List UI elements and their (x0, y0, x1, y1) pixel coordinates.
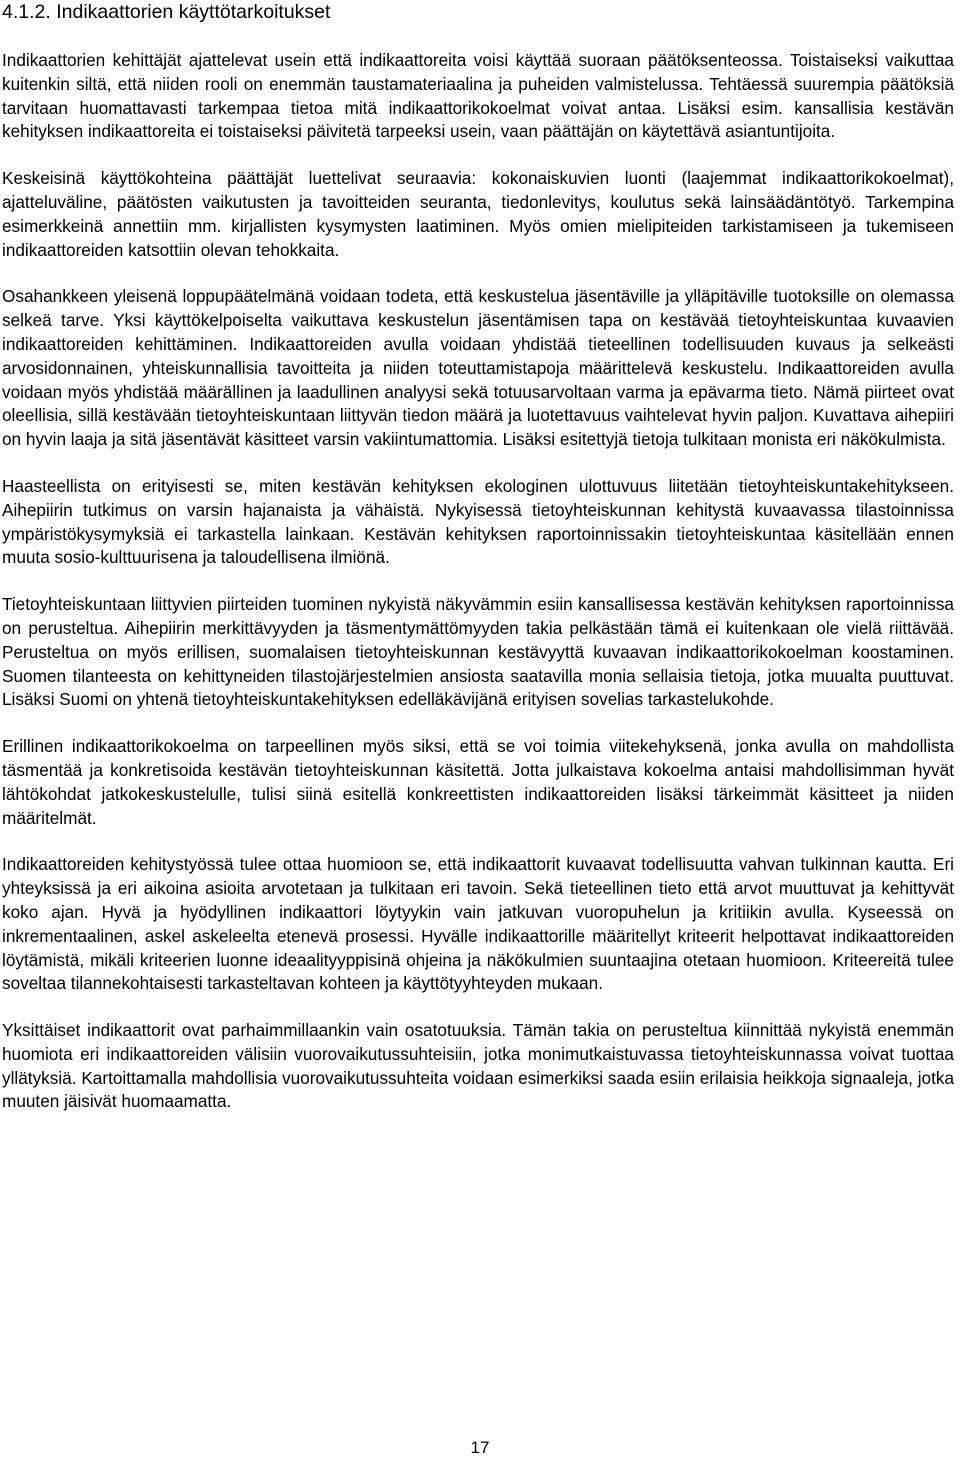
paragraph-4: Haasteellista on erityisesti se, miten kestävän kehityksen ekologinen ulottuvuus liitetään tietoyhteiskuntakehitykseen. Aihepiirin tutkimus on varsin hajanaista ja vähäistä. Nykyisessä tietoyhteiskunnan kehitystä kuvaavassa tilastoinnissa ympäristökysymyksiä ei tarkastella lainkaan. Kestävän kehityksen raportoinnissakin tietoyhteiskuntaa käsitellään ennen muuta sosio-kulttuurisena ja taloudellisena ilmiönä. (2, 475, 954, 568)
paragraph-2: Keskeisinä käyttökohteina päättäjät luettelivat seuraavia: kokonaiskuvien luonti (laajemmat indikaattorikokoelmat), ajatteluväline, päätösten vaikutusten ja tavoitteiden seuranta, tiedonlevitys, koulutus sekä lainsäädäntötyö. Tarkempina esimerkkeinä annettiin mm. kirjallisten kysymysten laatiminen. Myös omien mielipiteiden tarkistamiseen ja tukemiseen indikaattoreiden katsottiin olevan tehokkaita. (2, 168, 954, 260)
paragraph-3: Osahankkeen yleisenä loppupäätelmänä voidaan todeta, että keskustelua jäsentäville ja ylläpitäville tuotoksille on olemassa selkeä tarve. Yksi käyttökelpoiselta vaikuttava keskustelun jäsentämisen tapa on kestävää tietoyhteiskuntaa kuvaavien indikaattoreiden kehittäminen. Indikaattoreiden avulla voidaan yhdistää tieteellinen todellisuuden kuvaus ja selkeästi arvosidonnainen, yhteiskunnallisia tavoitteita ja niiden toteuttamistapoja määrittelevä keskustelu. Indikaattoreiden avulla voidaan myös yhdistää määrällinen ja laadullinen analyysi sekä totuusarvoltaan varma ja epävarma tieto. Nämä piirteet ovat oleellisia, sillä kestävään tietoyhteiskuntaan liittyvän tiedon määrä ja luotettavuus vaihtelevat hyvin paljon. Kuvattava aihepiiri on hyvin laaja ja sitä jäsentävät käsitteet varsin vakiintumattomia. Lisäksi esitettyjä tietoja tulkitaan monista eri näkökulmista. (2, 286, 954, 450)
section-title: 4.1.2. Indikaattorien käyttötarkoitukset (2, 1, 331, 23)
body-text (2, 49, 954, 1137)
paragraph-7: Indikaattoreiden kehitystyössä tulee ottaa huomioon se, että indikaattorit kuvaavat todellisuutta vahvan tulkinnan kautta. Eri yhteyksissä ja eri aikoina asioita arvotetaan ja tulkitaan eri tavoin. Sekä tieteellinen tieto että arvot muuttuvat ja kehittyvät koko ajan. Hyvä ja hyödyllinen indikaattori löytyykin vain jatkuvan vuoropuhelun ja kritiikin avulla. Kyseessä on inkrementaalinen, askel askeleelta etenevä prosessi. Hyvälle indikaattorille määritellyt kriteerit helpottavat indikaattoreiden löytämistä, mikäli kriteerien luonne ideaalityyppisinä ohjeina ja näkökulmien suuntaajina otetaan huomioon. Kriteereitä tulee soveltaa tilannekohtaisesti tarkasteltavan kohteen ja käyttötyyhteyden mukaan. (2, 854, 954, 994)
page-number: 17 (470, 1438, 490, 1457)
paragraph-1: Indikaattorien kehittäjät ajattelevat usein että indikaattoreita voisi käyttää suoraan päätöksenteossa. Toistaiseksi vaikuttaa kuitenkin siltä, että niiden rooli on enemmän taustamateriaalina ja puheiden valmistelussa. Tehtäessä suurempia päätöksiä tarvitaan huomattavasti tarkempaa tietoa mitä indikaattorikokoelmat voivat antaa. Lisäksi esim. kansallisia kestävän kehityksen indikaattoreita ei toistaiseksi päivitetä tarpeeksi usein, vaan päättäjän on käytettävä asiantuntijoita. (2, 50, 954, 142)
paragraph-5: Tietoyhteiskuntaan liittyvien piirteiden tuominen nykyistä näkyvämmin esiin kansallisessa kestävän kehityksen raportoinnissa on perusteltua. Aihepiirin merkittävyyden ja täsmentymättömyyden takia pelkästään tämä ei kuitenkaan ole vielä riittävää. Perusteltua on myös erillisen, suomalaisen tietoyhteiskunnan kestävyyttä kuvaavan indikaattorikokoelman koostaminen. Suomen tilanteesta on kehittyneiden tilastojärjestelmien ansiosta saatavilla monia sellaisia tietoja, jotka muualta puuttuvat. Lisäksi Suomi on yhtenä tietoyhteiskuntakehityksen edelläkävijänä erityisen sovelias tarkastelukohde. (2, 594, 954, 710)
paragraph-8: Yksittäiset indikaattorit ovat parhaimmillaankin vain osatotuuksia. Tämän takia on perusteltua kiinnittää nykyistä enemmän huomiota eri indikaattoreiden välisiin vuorovaikutussuhteisiin, jotka monimutkaistuvassa tietoyhteiskunnassa voivat tuottaa yllätyksiä. Kartoittamalla mahdollisia vuorovaikutussuhteita voidaan esimerkiksi saada esiin erilaisia heikkoja signaaleja, jotka muuten jäisivät huomaamatta. (2, 1020, 954, 1112)
paragraph-6: Erillinen indikaattorikokoelma on tarpeellinen myös siksi, että se voi toimia viitekehyksenä, jonka avulla on mahdollista täsmentää ja konkretisoida kestävän tietoyhteiskunnan käsitettä. Jotta julkaistava kokoelma antaisi mahdollisimman hyvät lähtökohdat jatkokeskustelulle, tulisi siinä esitellä konkreettisten indikaattoreiden lisäksi tärkeimmät käsitteet ja niiden määritelmät. (2, 736, 954, 828)
